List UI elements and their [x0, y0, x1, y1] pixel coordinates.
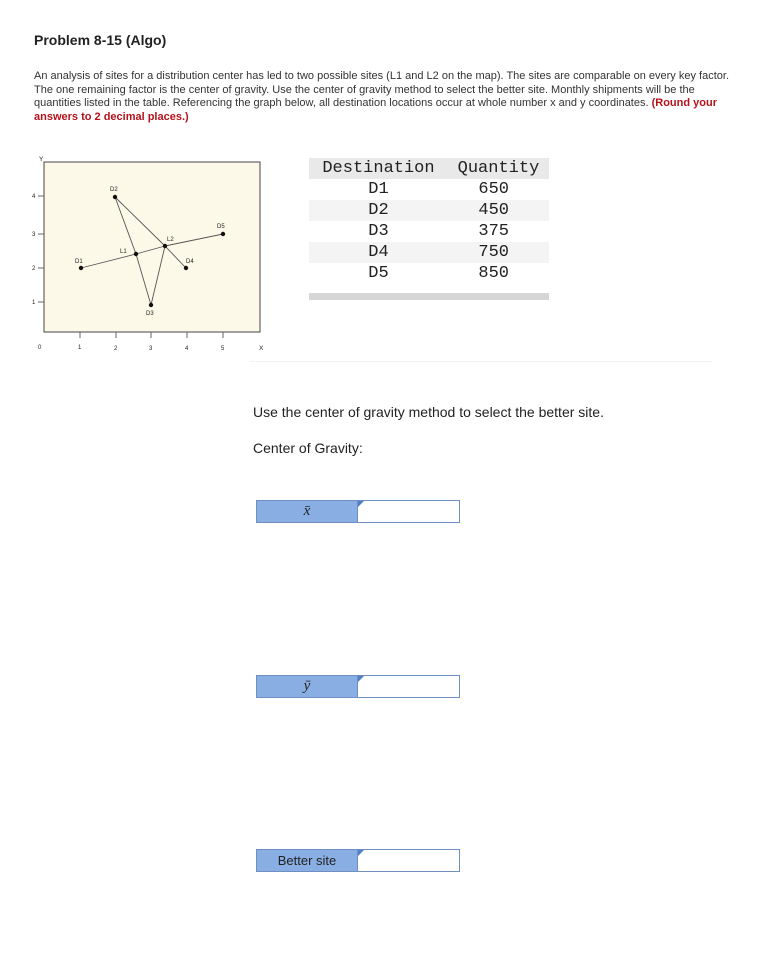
center-of-gravity-heading: Center of Gravity: — [253, 440, 363, 456]
y-tick-label: 1 — [32, 300, 36, 306]
destination-cell: D5 — [368, 264, 389, 283]
header-quantity: Quantity — [448, 158, 549, 179]
better-site-answer-row — [256, 849, 460, 872]
instruction-text: Use the center of gravity method to select the better site. — [253, 404, 604, 420]
y-axis-label: Y — [39, 156, 44, 163]
table-scrollbar[interactable] — [309, 293, 549, 300]
label-d3: D3 — [146, 311, 154, 317]
quantity-cell: 450 — [448, 200, 549, 221]
y-tick-label: 2 — [32, 266, 36, 272]
point-d4 — [184, 266, 188, 270]
better-site-label: Better site — [256, 849, 358, 872]
y-bar-label: ȳ — [256, 675, 358, 698]
divider — [250, 361, 712, 362]
destination-cell: D2 — [309, 200, 448, 221]
point-d1 — [79, 266, 83, 270]
point-d5 — [221, 232, 225, 236]
problem-description — [34, 70, 734, 124]
table-row — [309, 179, 549, 200]
table-header-row — [309, 158, 549, 179]
x-tick-label: 5 — [221, 346, 225, 352]
x-bar-input-cell — [358, 500, 460, 523]
point-d2 — [113, 195, 117, 199]
table-row — [309, 242, 549, 263]
problem-title: Problem 8-15 (Algo) — [34, 32, 167, 48]
destination-quantity-table — [309, 158, 549, 284]
y-tick-label: 3 — [32, 232, 36, 238]
label-l1: L1 — [120, 249, 127, 255]
destination-cell: D1 — [368, 180, 389, 199]
y-tick-label: 4 — [32, 194, 36, 200]
header-destination: Destination — [309, 158, 448, 179]
table-row — [309, 263, 549, 284]
quantity-cell: 750 — [448, 242, 549, 263]
label-d5: D5 — [217, 224, 225, 230]
rounding-note: (Round your answers to 2 decimal places.) — [34, 97, 717, 123]
table-row — [309, 200, 549, 221]
label-d2: D2 — [110, 187, 118, 193]
label-d1: D1 — [75, 259, 83, 265]
quantity-cell: 650 — [478, 180, 509, 199]
origin-label: 0 — [38, 345, 42, 351]
location-map — [28, 152, 278, 367]
better-site-input-cell — [358, 849, 460, 872]
y-bar-answer-row — [256, 675, 460, 698]
intro-text: An analysis of sites for a distribution center has led to two possible sites (L1 and L2 on the map). The sites are comparable on every key factor. The one remaining factor is the center of gravity. Use the center of gravity method to select the better site. Monthly shipments will be the quantities listed in the table. Referencing the graph below, all destination locations occur at whole number x and y coordinates. — [34, 70, 729, 109]
x-tick-label: 4 — [185, 346, 189, 352]
x-bar-answer-row — [256, 500, 460, 523]
point-l1 — [134, 252, 138, 256]
destination-cell: D4 — [309, 242, 448, 263]
x-tick-label: 3 — [149, 346, 153, 352]
label-d4: D4 — [186, 259, 194, 265]
location-map-svg — [28, 152, 278, 362]
x-tick-label: 1 — [78, 345, 82, 351]
destination-cell: D3 — [368, 222, 389, 241]
table-row — [309, 221, 549, 242]
y-bar-input-cell — [358, 675, 460, 698]
quantity-cell: 850 — [478, 264, 509, 283]
y-bar-input[interactable] — [358, 676, 459, 697]
better-site-input[interactable] — [358, 850, 459, 871]
point-l2 — [163, 244, 167, 248]
quantity-cell: 375 — [478, 222, 509, 241]
point-d3 — [149, 303, 153, 307]
x-bar-label: x̄ — [256, 500, 358, 523]
x-axis-label: X — [259, 345, 264, 352]
x-bar-input[interactable] — [358, 501, 459, 522]
x-tick-label: 2 — [114, 346, 118, 352]
label-l2: L2 — [167, 237, 174, 243]
